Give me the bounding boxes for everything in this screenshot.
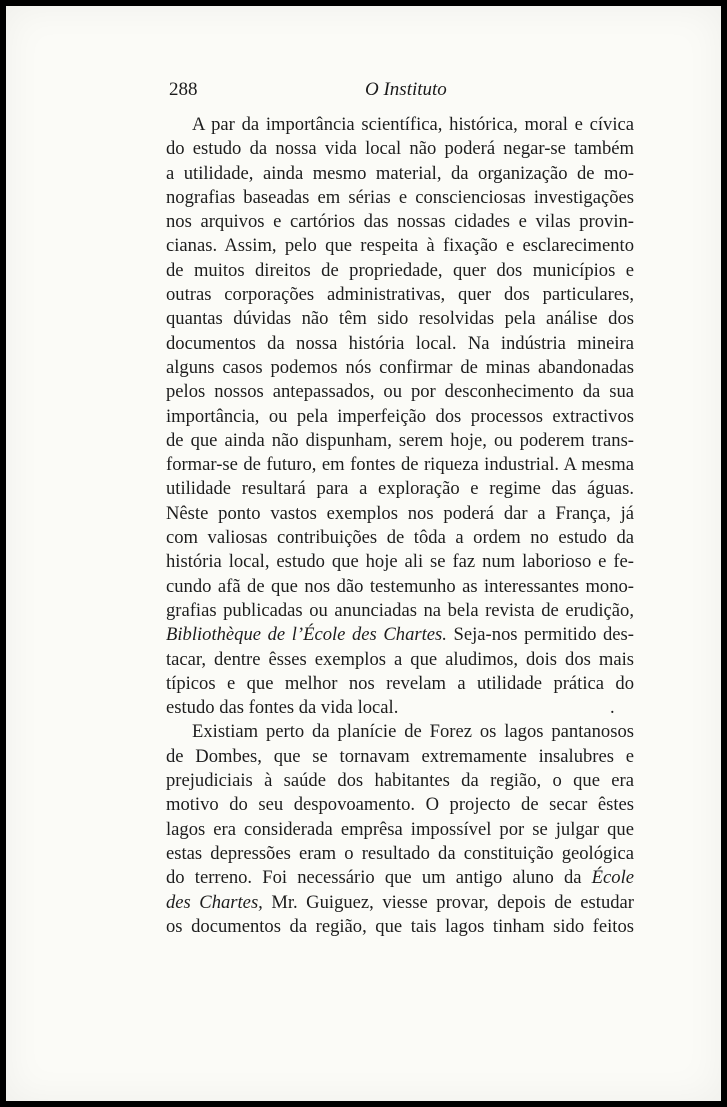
text-line: cianas. Assim, pelo que respeita à fixação e esclarecimento — [166, 235, 634, 257]
text-line: típicos e que melhor nos revelam a utilidade prática do — [166, 672, 634, 694]
text-line: formar-se de futuro, em fontes de riqueza industrial. A mesma — [166, 454, 634, 476]
text-line: nografias baseadas em sérias e conscienciosas investigações — [166, 186, 634, 208]
text-fragment: Seja-nos permitido des- — [446, 624, 634, 646]
text-line: pelos nossos antepassados, ou por desconhecimento da sua — [166, 381, 634, 403]
text-line-with-italic — [166, 891, 634, 915]
paragraph-1 — [166, 113, 634, 720]
text-line: A par da importância scientífica, histórica, moral e cívica — [192, 114, 634, 135]
text-line: documentos da nossa história local. Na indústria mineira — [166, 332, 634, 354]
journal-title: Bibliothèque de l’École des Chartes. — [166, 624, 447, 646]
text-line: grafias publicadas ou anunciadas na bela revista de erudição, — [166, 599, 634, 621]
text-line: do estudo da nossa vida local não poderá negar-se também — [166, 138, 634, 160]
body-text — [166, 113, 634, 939]
italic-fragment: École — [591, 867, 634, 889]
text-line: Existiam perto da planície de Forez os lagos pantanosos — [192, 721, 634, 743]
stray-mark: . — [610, 697, 615, 719]
text-line: tacar, dentre êsses exemplos a que aludimos, dois dos mais — [166, 648, 634, 670]
page-sheet — [6, 6, 721, 1101]
text-line: importância, ou pela imperfeição dos processos extractivos — [166, 405, 634, 427]
text-fragment: do terreno. Foi necessário que um antigo aluno da — [166, 867, 592, 889]
text-line: cundo afã de que nos dão testemunho as interessantes mono- — [166, 575, 634, 597]
text-line: alguns casos podemos nós confirmar de minas abandonadas — [166, 356, 634, 378]
text-line: história local, estudo que hoje ali se faz num laborioso e fe- — [166, 551, 634, 573]
text-line: lagos era considerada emprêsa impossível por se julgar que — [166, 818, 634, 840]
text-line: de muitos direitos de propriedade, quer dos municípios e — [166, 259, 634, 281]
text-line: outras corporações administrativas, quer dos particulares, — [166, 284, 634, 306]
text-line: com valiosas contribuições de tôda a ordem no estudo da — [166, 527, 634, 549]
running-header — [169, 79, 633, 103]
italic-fragment: des Chartes, — [166, 891, 263, 913]
text-line: estas depressões eram o resultado da constituição geológica — [166, 842, 634, 864]
text-line-last — [166, 696, 634, 720]
running-title: O Instituto — [365, 79, 447, 100]
text-line-with-italic — [166, 866, 634, 890]
text-line: de que ainda não dispunham, serem hoje, ou poderem trans- — [166, 429, 634, 451]
text-line: motivo do seu despovoamento. O projecto de secar êstes — [166, 794, 634, 816]
text-fragment: Mr. Guiguez, viesse provar, depois de estudar — [262, 891, 634, 913]
text-line: utilidade resultará para a exploração e regime das águas. — [166, 478, 634, 500]
page-number: 288 — [169, 79, 198, 100]
text-line: nos arquivos e cartórios das nossas cidades e vilas provin- — [166, 211, 634, 233]
paragraph-2 — [166, 720, 634, 939]
text-line-with-title — [166, 623, 634, 647]
text-line: Nêste ponto vastos exemplos nos poderá dar a França, já — [166, 502, 634, 524]
text-line: quantas dúvidas não têm sido resolvidas pela análise dos — [166, 308, 634, 330]
text-line: os documentos da região, que tais lagos tinham sido feitos — [166, 915, 634, 937]
text-fragment: estudo das fontes da vida local. — [166, 697, 399, 719]
text-line: de Dombes, que se tornavam extremamente insalubres e — [166, 745, 634, 767]
text-line: a utilidade, ainda mesmo material, da organização de mo- — [166, 162, 634, 184]
text-line: prejudiciais à saúde dos habitantes da região, o que era — [166, 770, 634, 792]
